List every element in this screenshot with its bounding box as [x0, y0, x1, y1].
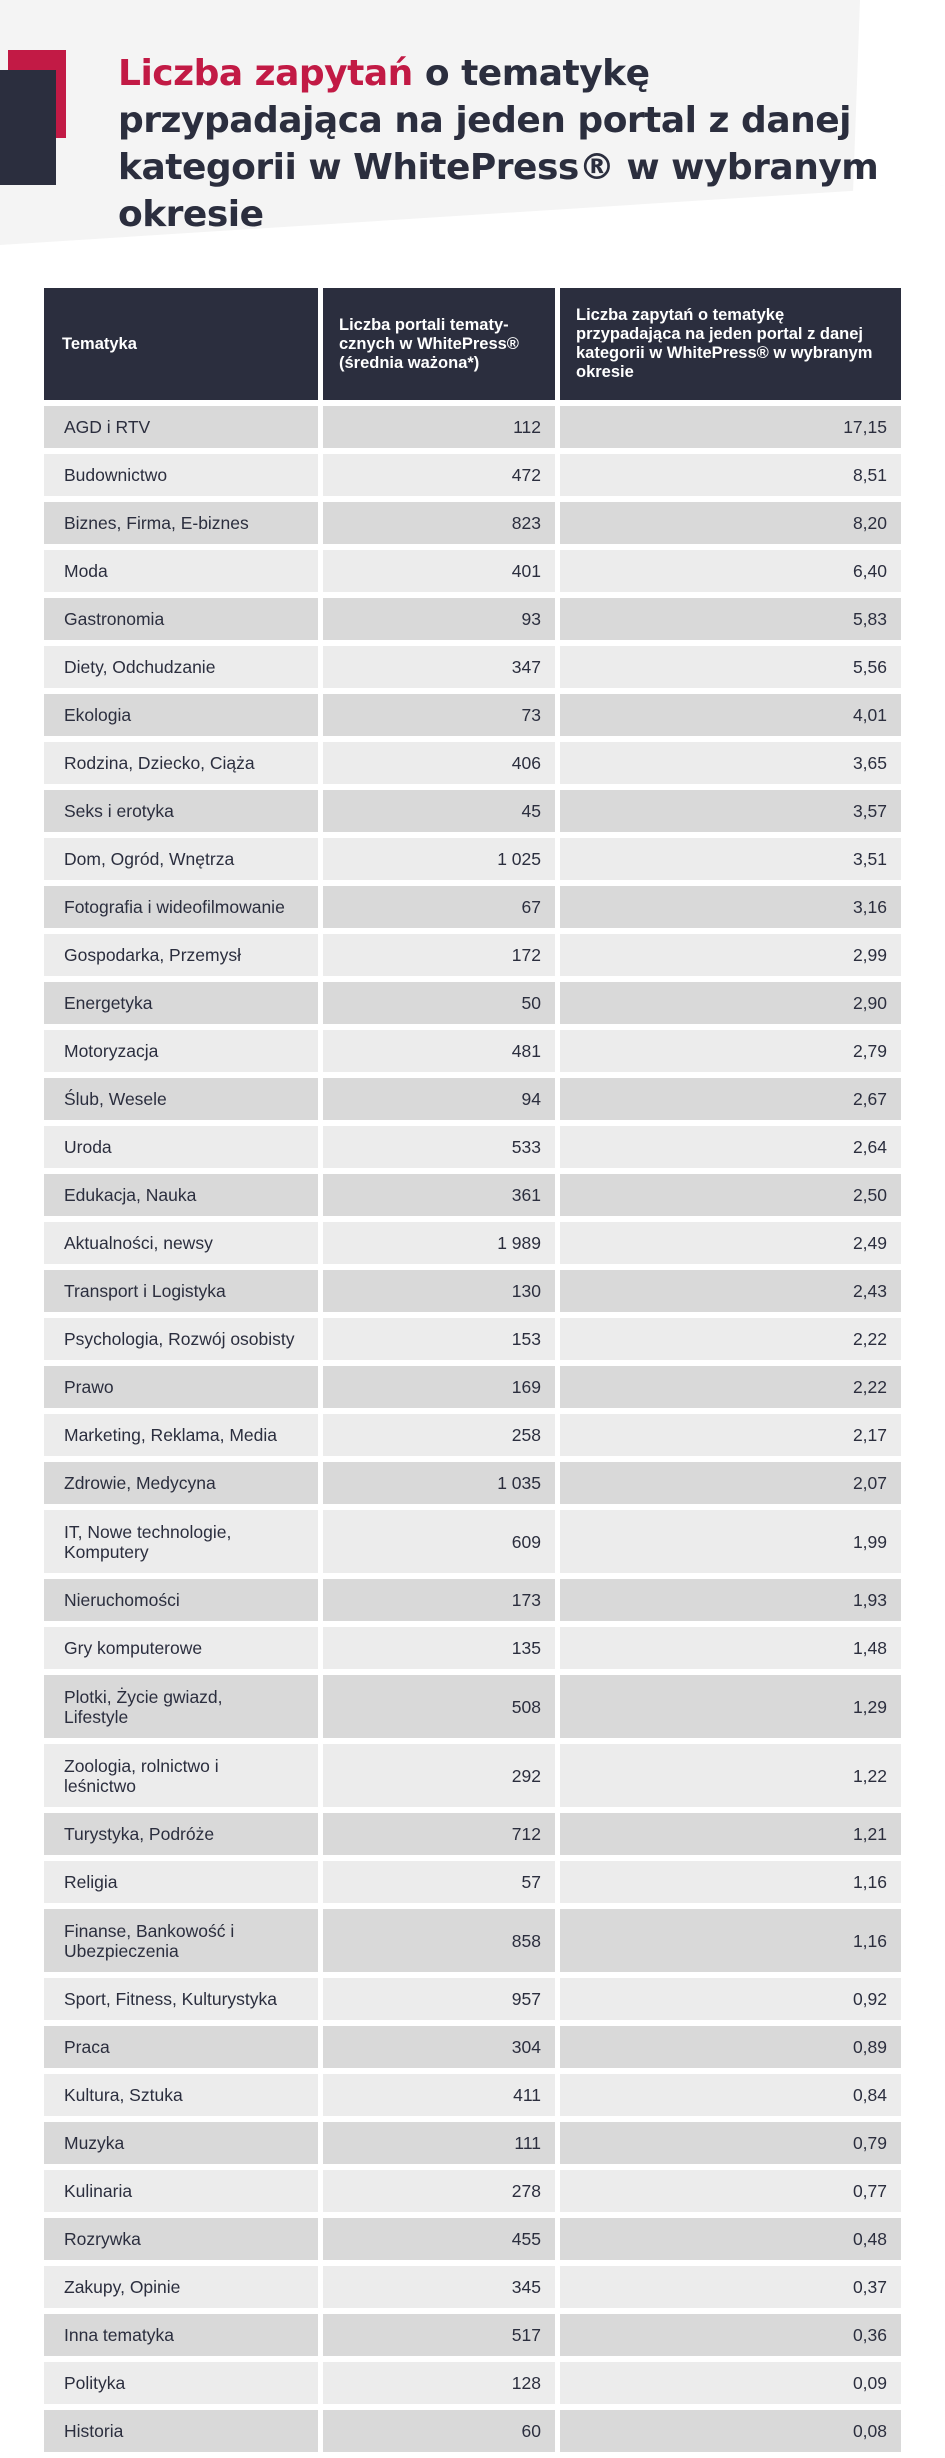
table-row	[44, 1744, 901, 1807]
cell-portal-count: 1 025	[323, 838, 555, 880]
cell-portal-count: 94	[323, 1078, 555, 1120]
table-header	[44, 288, 901, 400]
cell-portal-count: 957	[323, 1978, 555, 2020]
cell-queries-per-portal: 0,84	[560, 2074, 901, 2116]
cell-portal-count: 401	[323, 550, 555, 592]
table-row	[44, 1270, 901, 1312]
cell-topic: IT, Nowe technologie, Komputery	[44, 1510, 318, 1573]
cell-queries-per-portal: 2,99	[560, 934, 901, 976]
cell-topic: Zdrowie, Medycyna	[44, 1462, 318, 1504]
cell-topic: Seks i erotyka	[44, 790, 318, 832]
cell-portal-count: 258	[323, 1414, 555, 1456]
cell-portal-count: 50	[323, 982, 555, 1024]
cell-topic: Turystyka, Podróże	[44, 1813, 318, 1855]
table-row	[44, 550, 901, 592]
table-row	[44, 1366, 901, 1408]
cell-topic: Zakupy, Opinie	[44, 2266, 318, 2308]
table-row	[44, 1627, 901, 1669]
cell-queries-per-portal: 2,90	[560, 982, 901, 1024]
cell-topic: Uroda	[44, 1126, 318, 1168]
cell-portal-count: 347	[323, 646, 555, 688]
title-rest: o tematykę przypadająca na jeden portal z danej kategorii w WhitePress® w wybranym okresie	[118, 53, 879, 235]
cell-portal-count: 73	[323, 694, 555, 736]
cell-topic: Inna tematyka	[44, 2314, 318, 2356]
table-row	[44, 982, 901, 1024]
cell-topic: Historia	[44, 2410, 318, 2452]
cell-queries-per-portal: 3,51	[560, 838, 901, 880]
table-row	[44, 1174, 901, 1216]
cell-portal-count: 609	[323, 1510, 555, 1573]
cell-portal-count: 173	[323, 1579, 555, 1621]
table-row	[44, 2266, 901, 2308]
cell-portal-count: 111	[323, 2122, 555, 2164]
cell-queries-per-portal: 6,40	[560, 550, 901, 592]
table-row	[44, 2074, 901, 2116]
cell-portal-count: 292	[323, 1744, 555, 1807]
cell-queries-per-portal: 5,56	[560, 646, 901, 688]
cell-topic: Edukacja, Nauka	[44, 1174, 318, 1216]
table-row	[44, 2026, 901, 2068]
cell-topic: Religia	[44, 1861, 318, 1903]
cell-queries-per-portal: 0,79	[560, 2122, 901, 2164]
table-row	[44, 1579, 901, 1621]
cell-queries-per-portal: 2,22	[560, 1318, 901, 1360]
cell-topic: Gry komputerowe	[44, 1627, 318, 1669]
table-row	[44, 742, 901, 784]
cell-portal-count: 472	[323, 454, 555, 496]
column-header-topic: Tematyka	[44, 288, 318, 400]
table-row	[44, 598, 901, 640]
cell-queries-per-portal: 2,50	[560, 1174, 901, 1216]
cell-queries-per-portal: 0,37	[560, 2266, 901, 2308]
cell-topic: Energetyka	[44, 982, 318, 1024]
cell-portal-count: 1 989	[323, 1222, 555, 1264]
cell-portal-count: 517	[323, 2314, 555, 2356]
cell-portal-count: 135	[323, 1627, 555, 1669]
cell-portal-count: 508	[323, 1675, 555, 1738]
table-row	[44, 1978, 901, 2020]
cell-portal-count: 130	[323, 1270, 555, 1312]
table-row	[44, 2218, 901, 2260]
cell-topic: Marketing, Reklama, Media	[44, 1414, 318, 1456]
cell-queries-per-portal: 2,79	[560, 1030, 901, 1072]
cell-topic: Fotografia i wideofilmowanie	[44, 886, 318, 928]
cell-topic: Nieruchomości	[44, 1579, 318, 1621]
cell-portal-count: 169	[323, 1366, 555, 1408]
cell-topic: Zoologia, rolnictwo i leśnictwo	[44, 1744, 318, 1807]
cell-topic: Biznes, Firma, E-biznes	[44, 502, 318, 544]
cell-topic: Kultura, Sztuka	[44, 2074, 318, 2116]
cell-queries-per-portal: 2,22	[560, 1366, 901, 1408]
cell-queries-per-portal: 0,77	[560, 2170, 901, 2212]
cell-portal-count: 112	[323, 406, 555, 448]
cell-portal-count: 361	[323, 1174, 555, 1216]
table-row	[44, 1030, 901, 1072]
cell-queries-per-portal: 17,15	[560, 406, 901, 448]
table-row	[44, 694, 901, 736]
cell-portal-count: 712	[323, 1813, 555, 1855]
cell-portal-count: 93	[323, 598, 555, 640]
cell-queries-per-portal: 0,09	[560, 2362, 901, 2404]
cell-queries-per-portal: 2,67	[560, 1078, 901, 1120]
cell-portal-count: 67	[323, 886, 555, 928]
cell-topic: Motoryzacja	[44, 1030, 318, 1072]
cell-topic: Ekologia	[44, 694, 318, 736]
cell-portal-count: 533	[323, 1126, 555, 1168]
cell-queries-per-portal: 5,83	[560, 598, 901, 640]
cell-queries-per-portal: 2,17	[560, 1414, 901, 1456]
table-row	[44, 1510, 901, 1573]
cell-queries-per-portal: 2,43	[560, 1270, 901, 1312]
cell-queries-per-portal: 1,21	[560, 1813, 901, 1855]
table-row	[44, 1126, 901, 1168]
table-row	[44, 406, 901, 448]
table-row	[44, 934, 901, 976]
cell-topic: AGD i RTV	[44, 406, 318, 448]
table-row	[44, 646, 901, 688]
table-row	[44, 454, 901, 496]
column-header-portal-count: Liczba portali tematy-cznych w WhitePress® (średnia ważona*)	[323, 288, 555, 400]
cell-portal-count: 345	[323, 2266, 555, 2308]
table-row	[44, 886, 901, 928]
table-row	[44, 502, 901, 544]
table-row	[44, 1861, 901, 1903]
cell-topic: Finanse, Bankowość i Ubezpieczenia	[44, 1909, 318, 1972]
cell-topic: Dom, Ogród, Wnętrza	[44, 838, 318, 880]
table-row	[44, 1078, 901, 1120]
cell-topic: Psychologia, Rozwój osobisty	[44, 1318, 318, 1360]
cell-portal-count: 858	[323, 1909, 555, 1972]
cell-portal-count: 153	[323, 1318, 555, 1360]
cell-queries-per-portal: 1,16	[560, 1861, 901, 1903]
cell-topic: Polityka	[44, 2362, 318, 2404]
cell-portal-count: 57	[323, 1861, 555, 1903]
cell-topic: Rodzina, Dziecko, Ciąża	[44, 742, 318, 784]
table-row	[44, 1909, 901, 1972]
table-row	[44, 2362, 901, 2404]
cell-topic: Rozrywka	[44, 2218, 318, 2260]
cell-topic: Gospodarka, Przemysł	[44, 934, 318, 976]
cell-queries-per-portal: 8,20	[560, 502, 901, 544]
logo-icon	[0, 50, 72, 185]
table-row	[44, 2410, 901, 2452]
cell-portal-count: 481	[323, 1030, 555, 1072]
table-row	[44, 1318, 901, 1360]
cell-queries-per-portal: 1,29	[560, 1675, 901, 1738]
table-row	[44, 1222, 901, 1264]
cell-queries-per-portal: 0,48	[560, 2218, 901, 2260]
cell-portal-count: 1 035	[323, 1462, 555, 1504]
cell-topic: Sport, Fitness, Kulturystyka	[44, 1978, 318, 2020]
cell-queries-per-portal: 1,22	[560, 1744, 901, 1807]
cell-queries-per-portal: 2,64	[560, 1126, 901, 1168]
cell-topic: Praca	[44, 2026, 318, 2068]
cell-portal-count: 406	[323, 742, 555, 784]
data-table	[44, 288, 901, 2458]
cell-queries-per-portal: 1,93	[560, 1579, 901, 1621]
cell-portal-count: 172	[323, 934, 555, 976]
cell-portal-count: 823	[323, 502, 555, 544]
table-row	[44, 1462, 901, 1504]
cell-queries-per-portal: 3,16	[560, 886, 901, 928]
table-row	[44, 838, 901, 880]
cell-topic: Prawo	[44, 1366, 318, 1408]
cell-portal-count: 45	[323, 790, 555, 832]
cell-queries-per-portal: 1,48	[560, 1627, 901, 1669]
cell-portal-count: 278	[323, 2170, 555, 2212]
cell-queries-per-portal: 2,49	[560, 1222, 901, 1264]
cell-portal-count: 411	[323, 2074, 555, 2116]
cell-queries-per-portal: 3,57	[560, 790, 901, 832]
table-row	[44, 1675, 901, 1738]
table-row	[44, 2170, 901, 2212]
cell-topic: Plotki, Życie gwiazd, Lifestyle	[44, 1675, 318, 1738]
cell-queries-per-portal: 0,08	[560, 2410, 901, 2452]
cell-topic: Ślub, Wesele	[44, 1078, 318, 1120]
cell-queries-per-portal: 0,89	[560, 2026, 901, 2068]
page-title	[118, 50, 898, 238]
column-header-queries-per-portal: Liczba zapytań o tematykę przypadająca na jeden portal z danej kategorii w WhitePress® w wybranym okresie	[560, 288, 901, 400]
cell-queries-per-portal: 3,65	[560, 742, 901, 784]
cell-queries-per-portal: 8,51	[560, 454, 901, 496]
table-row	[44, 790, 901, 832]
cell-topic: Transport i Logistyka	[44, 1270, 318, 1312]
cell-queries-per-portal: 4,01	[560, 694, 901, 736]
cell-topic: Gastronomia	[44, 598, 318, 640]
cell-topic: Aktualności, newsy	[44, 1222, 318, 1264]
cell-topic: Muzyka	[44, 2122, 318, 2164]
cell-portal-count: 304	[323, 2026, 555, 2068]
cell-portal-count: 455	[323, 2218, 555, 2260]
cell-topic: Diety, Odchudzanie	[44, 646, 318, 688]
table-row	[44, 2122, 901, 2164]
cell-queries-per-portal: 1,16	[560, 1909, 901, 1972]
cell-queries-per-portal: 0,92	[560, 1978, 901, 2020]
table-row	[44, 1813, 901, 1855]
cell-queries-per-portal: 2,07	[560, 1462, 901, 1504]
cell-queries-per-portal: 0,36	[560, 2314, 901, 2356]
table-row	[44, 1414, 901, 1456]
table-row	[44, 2314, 901, 2356]
title-accent: Liczba zapytań	[118, 53, 413, 94]
table-body	[44, 406, 901, 2452]
cell-topic: Kulinaria	[44, 2170, 318, 2212]
cell-portal-count: 128	[323, 2362, 555, 2404]
cell-topic: Budownictwo	[44, 454, 318, 496]
cell-portal-count: 60	[323, 2410, 555, 2452]
cell-queries-per-portal: 1,99	[560, 1510, 901, 1573]
cell-topic: Moda	[44, 550, 318, 592]
